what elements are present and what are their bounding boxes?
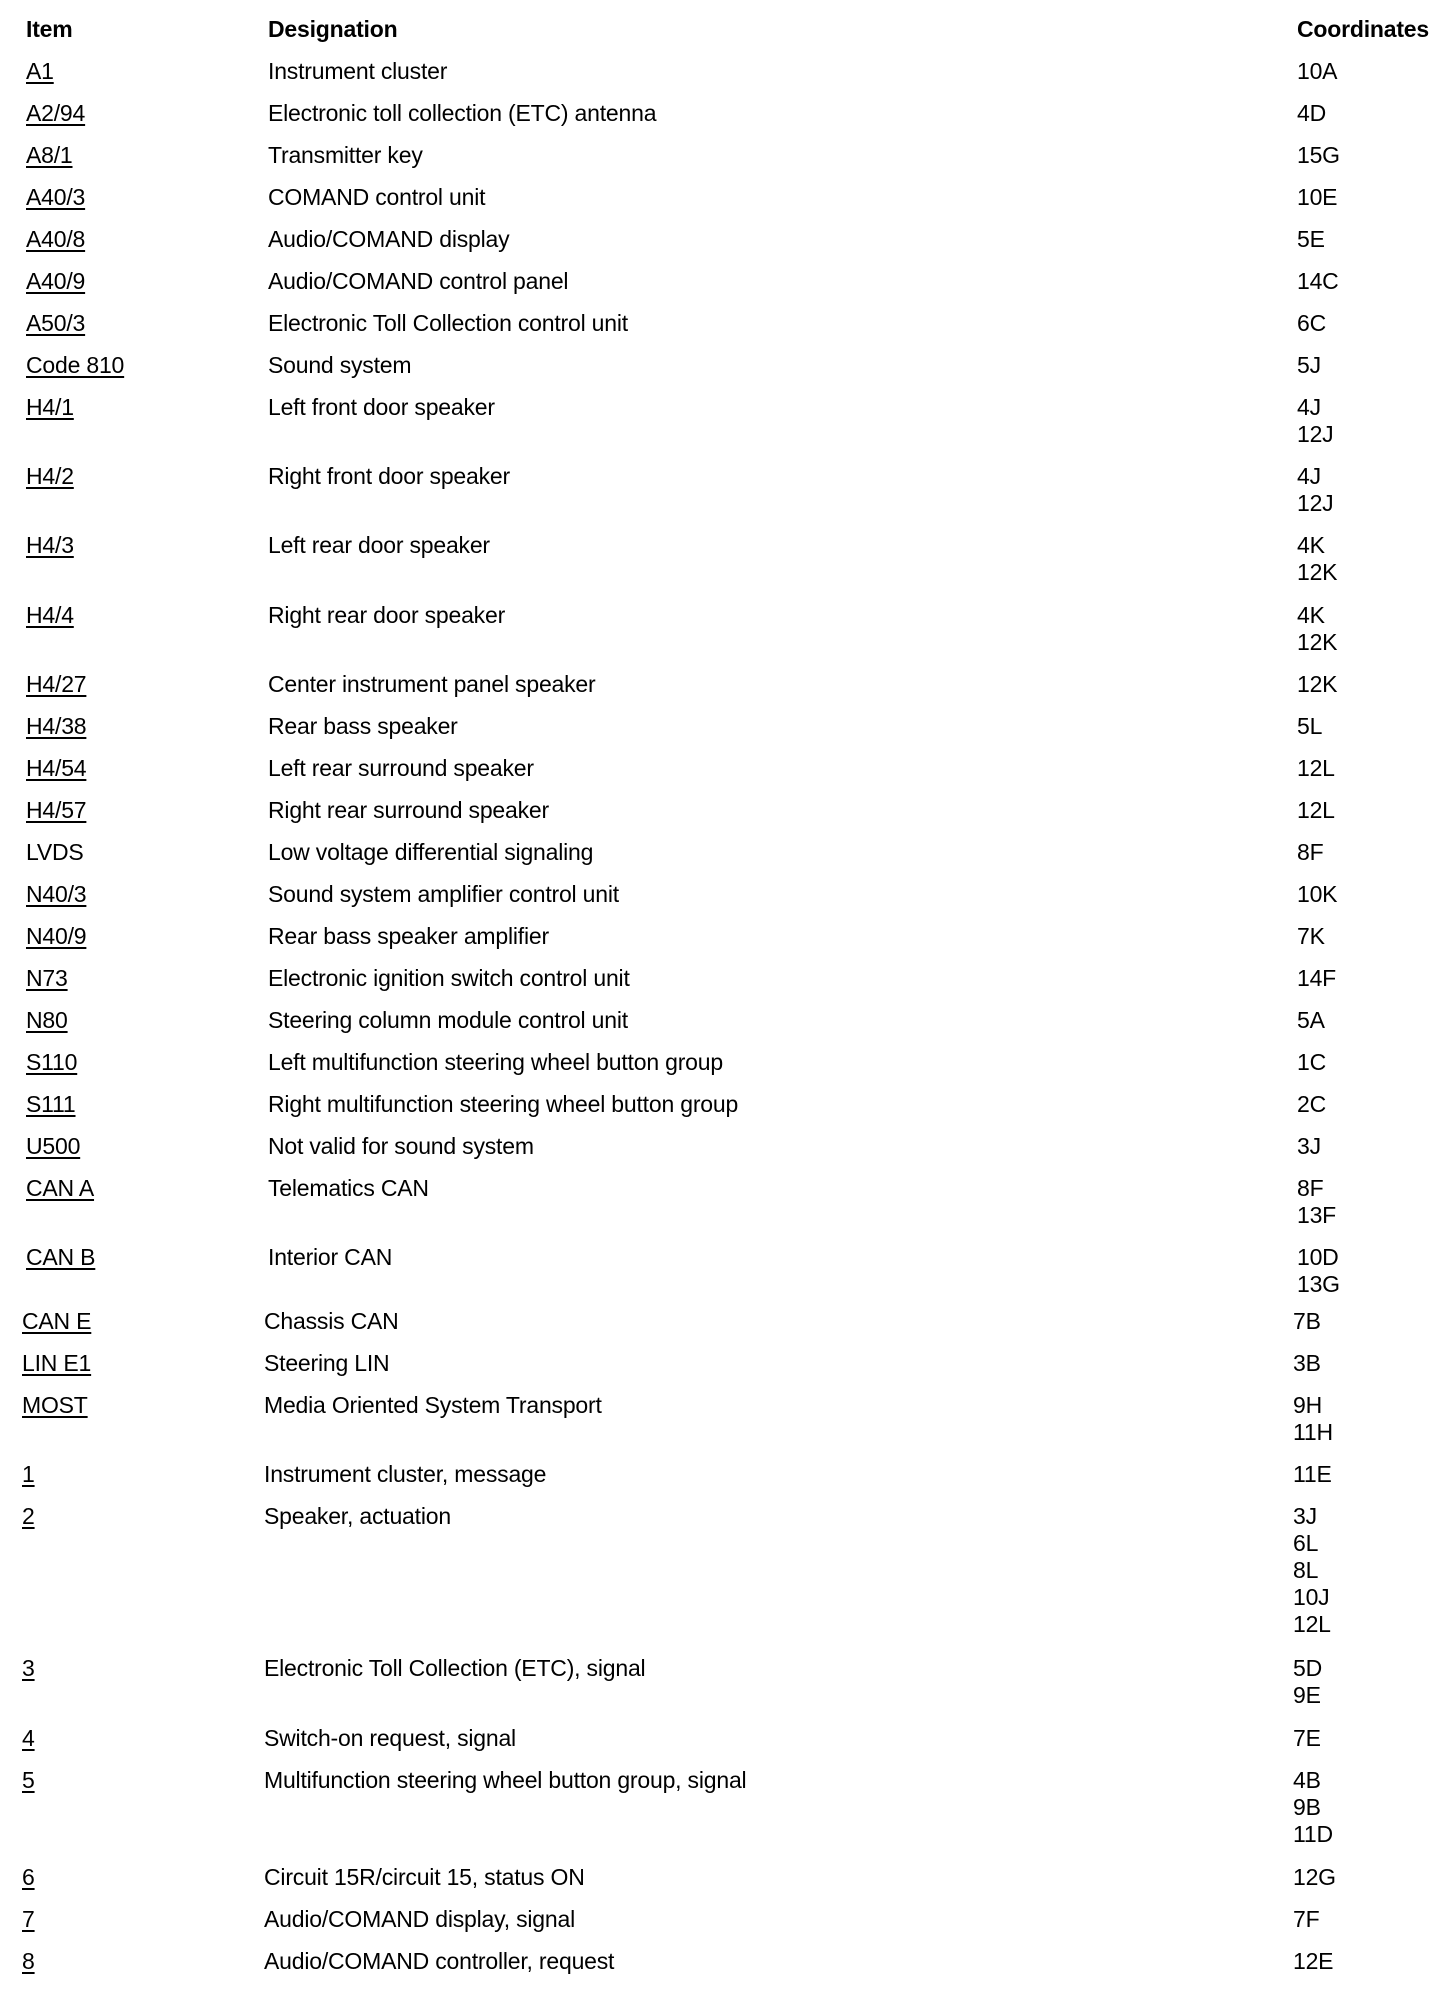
item-link[interactable]: 1 [22,1461,35,1487]
coordinate-value: 5D [1293,1655,1323,1681]
coordinates-cell [1297,713,1322,740]
coordinates-cell [1297,394,1333,448]
coordinates-cell [1293,1948,1333,1975]
coordinate-value: 5E [1297,226,1325,252]
designation-text: Electronic ignition switch control unit [268,965,630,991]
designation-text: Right multifunction steering wheel button group [268,1091,739,1117]
designation-text: Media Oriented System Transport [264,1392,602,1418]
coordinate-value: 12E [1293,1948,1334,1974]
column-header-coordinates: Coordinates [1297,16,1429,42]
designation-text: Rear bass speaker [268,713,458,739]
coordinate-value: 12J [1297,490,1334,516]
item-link[interactable]: 3 [22,1655,35,1681]
coordinate-value: 9B [1293,1794,1321,1820]
coordinate-value: 9E [1293,1682,1321,1708]
designation-text: Switch-on request, signal [264,1725,516,1751]
coordinate-value: 6C [1297,310,1327,336]
coordinate-value: 7E [1293,1725,1321,1751]
item-link[interactable]: A40/8 [26,226,86,252]
item-link[interactable]: H4/38 [26,713,87,739]
coordinates-cell [1297,923,1325,950]
coordinate-value: 12L [1297,755,1335,781]
coordinates-cell [1297,142,1340,169]
item-link[interactable]: N80 [26,1007,68,1033]
coordinate-value: 12L [1293,1611,1331,1637]
coordinates-cell [1297,1007,1325,1034]
coordinate-value: 7F [1293,1906,1320,1932]
item-link[interactable]: A2/94 [26,100,86,126]
coordinate-value: 5L [1297,713,1323,739]
item-link[interactable]: 4 [22,1725,35,1751]
designation-text: Circuit 15R/circuit 15, status ON [264,1864,585,1890]
coordinate-value: 4B [1293,1767,1321,1793]
coordinate-value: 3B [1293,1350,1321,1376]
coordinates-cell [1293,1392,1333,1446]
item-link[interactable]: A50/3 [26,310,86,336]
item-link[interactable]: S110 [26,1049,78,1075]
designation-text: Electronic toll collection (ETC) antenna [268,100,657,126]
item-link[interactable]: 7 [22,1906,35,1932]
item-link[interactable]: N73 [26,965,68,991]
item-link[interactable]: A8/1 [26,142,73,168]
coordinate-value: 8L [1293,1557,1319,1583]
item-link[interactable]: H4/1 [26,394,74,420]
item-link[interactable]: CAN E [22,1308,92,1334]
item-link[interactable]: U500 [26,1133,81,1159]
coordinates-cell [1297,268,1339,295]
designation-text: Sound system [268,352,412,378]
designation-text: Left multifunction steering wheel button group [268,1049,723,1075]
coordinate-value: 15G [1297,142,1340,168]
coordinates-cell [1293,1725,1321,1752]
item-link[interactable]: 2 [22,1503,35,1529]
designation-text: Steering LIN [264,1350,390,1376]
coordinates-cell [1297,1244,1340,1298]
coordinate-value: 7K [1297,923,1325,949]
coordinate-value: 11D [1293,1821,1333,1847]
coordinates-cell [1297,1175,1336,1229]
designation-text: Right front door speaker [268,463,510,489]
coordinate-value: 5J [1297,352,1321,378]
designation-text: Audio/COMAND controller, request [264,1948,615,1974]
coordinate-value: 12J [1297,421,1334,447]
coordinate-value: 8F [1297,1175,1324,1201]
coordinates-cell [1293,1503,1331,1638]
coordinates-cell [1297,184,1337,211]
item-link[interactable]: CAN B [26,1244,96,1270]
designation-text: Instrument cluster, message [264,1461,547,1487]
coordinates-cell [1297,463,1333,517]
coordinate-value: 3J [1297,1133,1321,1159]
coordinates-cell [1297,1049,1326,1076]
item-link[interactable]: H4/27 [26,671,87,697]
coordinates-cell [1297,965,1336,992]
coordinate-value: 13F [1297,1202,1337,1228]
coordinates-cell [1293,1461,1332,1488]
column-header-designation: Designation [268,16,398,42]
designation-text: Rear bass speaker amplifier [268,923,549,949]
item-link[interactable]: A40/9 [26,268,86,294]
coordinate-value: 6L [1293,1530,1319,1556]
item-link[interactable]: S111 [26,1091,76,1117]
item-link[interactable]: H4/4 [26,602,74,628]
coordinates-cell [1297,58,1337,85]
item-link[interactable]: N40/9 [26,923,87,949]
coordinate-value: 10K [1297,881,1338,907]
coordinate-value: 4D [1297,100,1327,126]
coordinate-value: 10D [1297,1244,1339,1270]
coordinate-value: 10A [1297,58,1338,84]
coordinate-value: 12K [1297,559,1338,585]
designation-text: Chassis CAN [264,1308,399,1334]
item-label: LVDS [26,839,84,865]
coordinates-cell [1297,352,1321,379]
designation-text: Right rear door speaker [268,602,506,628]
designation-text: Electronic Toll Collection (ETC), signal [264,1655,646,1681]
designation-text: Center instrument panel speaker [268,671,596,697]
designation-text: Speaker, actuation [264,1503,451,1529]
designation-text: Interior CAN [268,1244,393,1270]
item-link[interactable]: MOST [22,1392,88,1418]
coordinate-value: 11H [1293,1419,1333,1445]
coordinate-value: 13G [1297,1271,1340,1297]
item-link[interactable]: 5 [22,1767,35,1793]
item-link[interactable]: 8 [22,1948,35,1974]
item-link[interactable]: H4/57 [26,797,87,823]
coordinate-value: 12G [1293,1864,1336,1890]
item-link[interactable]: H4/2 [26,463,74,489]
designation-text: COMAND control unit [268,184,486,210]
coordinate-value: 3J [1293,1503,1317,1529]
coordinate-value: 4J [1297,463,1321,489]
coordinates-cell [1297,100,1326,127]
item-link[interactable]: 6 [22,1864,35,1890]
coordinate-value: 5A [1297,1007,1325,1033]
coordinates-cell [1293,1906,1319,1933]
designation-text: Audio/COMAND display, signal [264,1906,575,1932]
coordinates-cell [1297,1133,1321,1160]
coordinate-value: 4K [1297,532,1325,558]
item-link[interactable]: H4/54 [26,755,87,781]
designation-text: Multifunction steering wheel button group, signal [264,1767,747,1793]
coordinates-cell [1297,602,1337,656]
coordinate-value: 4K [1297,602,1325,628]
coordinates-cell [1293,1350,1321,1377]
designation-text: Low voltage differential signaling [268,839,594,865]
coordinate-value: 12K [1297,671,1338,697]
item-link[interactable]: CAN A [26,1175,95,1201]
coordinates-cell [1297,1091,1326,1118]
coordinates-cell [1297,671,1337,698]
designation-text: Telematics CAN [268,1175,429,1201]
designation-text: Instrument cluster [268,58,448,84]
item-link[interactable]: A1 [26,58,54,84]
coordinates-cell [1297,797,1335,824]
designation-text: Right rear surround speaker [268,797,549,823]
item-link[interactable]: A40/3 [26,184,86,210]
column-header-item: Item [26,16,73,42]
item-link[interactable]: LIN E1 [22,1350,92,1376]
designation-text: Steering column module control unit [268,1007,628,1033]
item-link[interactable]: N40/3 [26,881,87,907]
coordinates-cell [1293,1308,1321,1335]
designation-text: Audio/COMAND control panel [268,268,569,294]
designation-text: Electronic Toll Collection control unit [268,310,628,336]
coordinates-cell [1297,310,1326,337]
designation-text: Left rear door speaker [268,532,490,558]
coordinates-cell [1297,839,1323,866]
coordinates-cell [1297,532,1337,586]
item-link[interactable]: Code 810 [26,352,125,378]
coordinates-cell [1297,226,1325,253]
designation-text: Sound system amplifier control unit [268,881,619,907]
designation-text: Left rear surround speaker [268,755,534,781]
coordinate-value: 11E [1293,1461,1332,1487]
coordinates-cell [1293,1655,1322,1709]
coordinate-value: 9H [1293,1392,1323,1418]
coordinates-cell [1297,755,1335,782]
coordinate-value: 8F [1297,839,1324,865]
coordinate-value: 12K [1297,629,1338,655]
coordinate-value: 10E [1297,184,1338,210]
designation-text: Not valid for sound system [268,1133,534,1159]
coordinate-value: 4J [1297,394,1321,420]
designation-text: Transmitter key [268,142,423,168]
coordinates-cell [1293,1864,1336,1891]
coordinates-cell [1297,881,1337,908]
designation-text: Left front door speaker [268,394,495,420]
coordinate-value: 14F [1297,965,1337,991]
item-link[interactable]: H4/3 [26,532,74,558]
coordinate-value: 12L [1297,797,1335,823]
coordinate-value: 7B [1293,1308,1321,1334]
coordinate-value: 14C [1297,268,1339,294]
coordinates-cell [1293,1767,1333,1848]
coordinate-value: 2C [1297,1091,1327,1117]
coordinate-value: 1C [1297,1049,1327,1075]
coordinate-value: 10J [1293,1584,1330,1610]
designation-text: Audio/COMAND display [268,226,510,252]
